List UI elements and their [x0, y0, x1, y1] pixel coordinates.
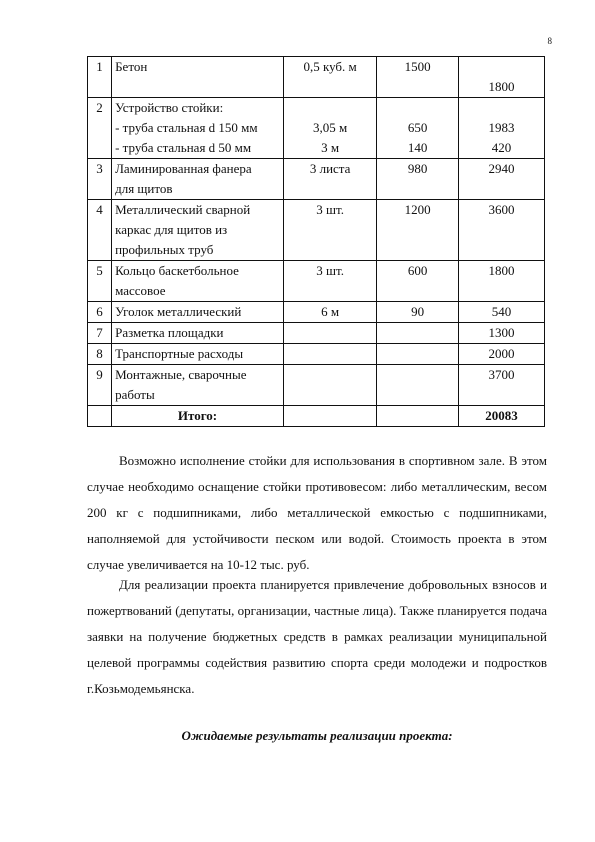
- item-price: 90: [411, 304, 425, 319]
- item-total: 1300: [488, 325, 515, 340]
- item-name-cell: [112, 323, 284, 344]
- item-total-cell: [459, 159, 545, 200]
- item-total: 3700: [488, 367, 515, 382]
- item-total: [462, 98, 541, 118]
- total-row: [88, 406, 545, 427]
- total-value: 20083: [459, 406, 545, 427]
- item-price-cell: [377, 406, 459, 427]
- item-price: 980: [407, 161, 428, 176]
- item-name: - труба стальная d 50 мм: [115, 140, 252, 155]
- paragraph-funding: Для реализации проекта планируется привлечение добровольных взносов и пожертвований (депутаты, организации, частные лица). Также планируется подача заявки на получение бюджетных средств в рамках реализации муниципальной целевой программы содействия развитию спорта среди молодежи и подростков г.Козьмодемьянска.: [87, 577, 547, 696]
- row-number: [88, 406, 112, 427]
- item-quantity: 3 м: [321, 140, 340, 155]
- item-name: Кольцо баскетбольное: [115, 263, 239, 278]
- table-row: [88, 344, 545, 365]
- item-quantity: 3 шт.: [316, 202, 344, 217]
- item-price-cell: [377, 261, 459, 302]
- total-label: Итого:: [177, 408, 218, 423]
- item-name-cell: [112, 200, 284, 261]
- item-name: Монтажные, сварочные: [115, 367, 247, 382]
- item-quantity-cell: [283, 302, 376, 323]
- item-name: - труба стальная d 150 мм: [115, 120, 258, 135]
- item-total: 1983: [488, 120, 515, 135]
- item-name-cell: [112, 344, 284, 365]
- table-row: [88, 200, 545, 261]
- item-price-cell: [377, 159, 459, 200]
- item-name: Разметка площадки: [115, 325, 224, 340]
- table-row: [88, 323, 545, 344]
- item-name: Бетон: [115, 59, 148, 74]
- item-price-cell: [377, 200, 459, 261]
- item-total-cell: [459, 302, 545, 323]
- row-number: 2: [88, 98, 112, 159]
- table-row: [88, 57, 545, 98]
- item-name: массовое: [115, 283, 166, 298]
- item-price: [380, 323, 455, 343]
- item-name-cell: [112, 98, 284, 159]
- item-price-cell: [377, 365, 459, 406]
- total-label-cell: [112, 406, 284, 427]
- item-total-cell: [459, 57, 545, 98]
- item-name-cell: [112, 302, 284, 323]
- item-name: Транспортные расходы: [115, 346, 244, 361]
- item-quantity: 6 м: [321, 304, 340, 319]
- item-quantity-cell: [283, 98, 376, 159]
- item-name: для щитов: [115, 181, 173, 196]
- item-name-cell: [112, 261, 284, 302]
- item-price-cell: [377, 302, 459, 323]
- item-quantity-cell: [283, 323, 376, 344]
- item-total: 2000: [488, 346, 515, 361]
- item-quantity: [287, 323, 373, 343]
- cost-table-body: [88, 57, 545, 427]
- item-name: Уголок металлический: [115, 304, 242, 319]
- item-total: 540: [491, 304, 512, 319]
- item-name: Металлический сварной: [115, 202, 251, 217]
- item-price: 1200: [404, 202, 431, 217]
- item-quantity-cell: [283, 406, 376, 427]
- row-number: 6: [88, 302, 112, 323]
- row-number: 3: [88, 159, 112, 200]
- item-price-cell: [377, 98, 459, 159]
- table-row: [88, 159, 545, 200]
- item-total-cell: [459, 261, 545, 302]
- item-total: 3600: [488, 202, 515, 217]
- item-quantity: [287, 98, 373, 118]
- section-title-expected-results: Ожидаемые результаты реализации проекта:: [181, 728, 453, 743]
- item-total-cell: [459, 323, 545, 344]
- row-number: 8: [88, 344, 112, 365]
- row-number: 9: [88, 365, 112, 406]
- item-total-cell: [459, 344, 545, 365]
- item-total-cell: [459, 200, 545, 261]
- page-number: 8: [547, 36, 552, 46]
- item-total: [462, 57, 541, 77]
- item-total-cell: [459, 365, 545, 406]
- item-total: 420: [491, 140, 512, 155]
- item-name-cell: [112, 365, 284, 406]
- row-number: 7: [88, 323, 112, 344]
- item-name-cell: [112, 57, 284, 98]
- item-quantity-cell: [283, 159, 376, 200]
- item-name: каркас для щитов из: [115, 222, 228, 237]
- item-price: 600: [407, 263, 428, 278]
- item-price: 1500: [404, 59, 431, 74]
- table-row: [88, 365, 545, 406]
- item-total: 1800: [488, 263, 515, 278]
- item-price-cell: [377, 344, 459, 365]
- item-quantity-cell: [283, 365, 376, 406]
- item-quantity: [287, 344, 373, 364]
- item-price: [380, 344, 455, 364]
- item-price: 140: [407, 140, 428, 155]
- row-number: 4: [88, 200, 112, 261]
- item-name-cell: [112, 159, 284, 200]
- item-quantity: [287, 365, 373, 385]
- cost-table: [87, 56, 545, 427]
- item-quantity: 3 шт.: [316, 263, 344, 278]
- paragraph-gym-option: Возможно исполнение стойки для использования в спортивном зале. В этом случае необходимо оснащение стойки противовесом: либо металлическим, весом 200 кг с подшипниками, либо металлической емкостью с подшипниками, наполняемой для устойчивости песком или водой. Стоимость проекта в этом случае увеличивается на 10-12 тыс. руб.: [87, 453, 547, 572]
- row-number: 1: [88, 57, 112, 98]
- table-row: [88, 302, 545, 323]
- item-price: [380, 98, 455, 118]
- item-total-cell: [459, 98, 545, 159]
- item-quantity-cell: [283, 344, 376, 365]
- item-quantity: 0,5 куб. м: [303, 59, 357, 74]
- item-name: работы: [115, 387, 155, 402]
- item-price: 650: [407, 120, 428, 135]
- item-quantity: 3 листа: [309, 161, 351, 176]
- table-row: [88, 261, 545, 302]
- item-quantity: 3,05 м: [313, 120, 348, 135]
- table-row: [88, 98, 545, 159]
- item-name: Ламинированная фанера: [115, 161, 252, 176]
- item-price: [380, 365, 455, 385]
- row-number: 5: [88, 261, 112, 302]
- item-quantity-cell: [283, 261, 376, 302]
- item-name: Устройство стойки:: [115, 100, 224, 115]
- item-price-cell: [377, 323, 459, 344]
- item-quantity-cell: [283, 57, 376, 98]
- item-quantity-cell: [283, 200, 376, 261]
- item-price-cell: [377, 57, 459, 98]
- item-name: профильных труб: [115, 242, 214, 257]
- item-total: 1800: [488, 79, 515, 94]
- item-total: 2940: [488, 161, 515, 176]
